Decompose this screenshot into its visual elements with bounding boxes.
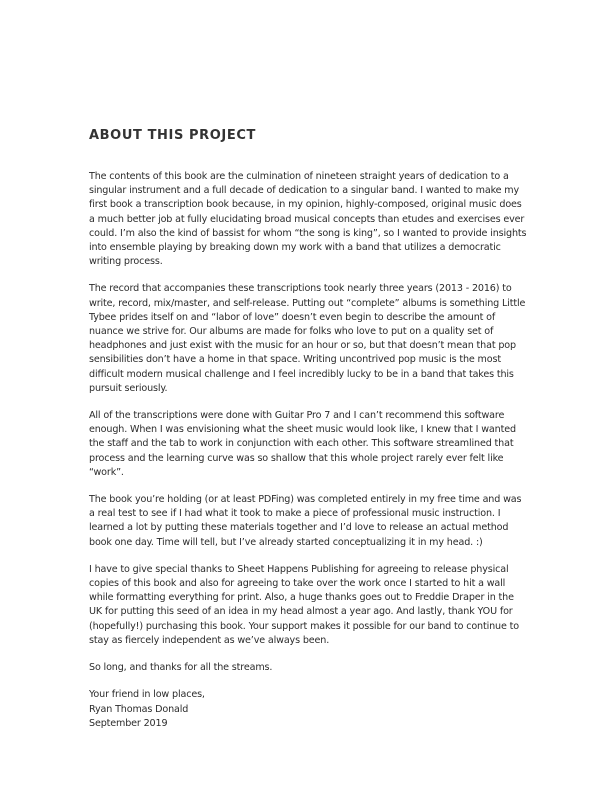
signoff-date: September 2019	[89, 717, 168, 729]
signoff-block	[89, 688, 529, 731]
paragraph-thanks: I have to give special thanks to Sheet Happens Publishing for agreeing to release physical copies of this book and also for agreeing to take over the work once I started to hit a wall while formatting everything for print. Also, a huge thanks goes out to Freddie Draper in the UK for putting this seed of an idea in my head almost a year ago. And lastly, thank YOU for (hopefully!) purchasing this book. Your support makes it possible for our band to continue to stay as fiercely independent as we’ve always been.	[89, 563, 519, 646]
page-title: ABOUT THIS PROJECT	[89, 128, 256, 143]
paragraph-software: All of the transcriptions were done with Guitar Pro 7 and I can’t recommend this software enough. When I was envisioning what the sheet music would look like, I knew that I wanted the staff and the tab to work in conjunction with each other. This software streamlined that process and the learning curve was so shallow that this whole project rarely ever felt like “work”.	[89, 410, 516, 478]
paragraph-free-time: The book you’re holding (or at least PDFing) was completed entirely in my free time and was a real test to see if I had what it took to make a piece of professional music instruction. I learned a lot by putting these materials together and I’d love to release an actual method book one day. Time will tell, but I’ve already started conceptualizing it in my head. :)	[89, 494, 522, 548]
paragraph-record: The record that accompanies these transcriptions took nearly three years (2013 - 2016) to write, record, mix/master, and self-release. Putting out “complete” albums is something Little Tybee prides itself on and “labor of love” doesn’t even begin to describe the amount of nuance we strive for. Our albums are made for folks who love to put on a quality set of headphones and just exist with the music for an hour or so, but that doesn’t mean that pop sensibilities don’t have a home in that space. Writing uncontrived pop music is the most difficult modern musical challenge and I feel incredibly lucky to be in a band that takes this pursuit seriously.	[89, 283, 526, 394]
paragraph-intro: The contents of this book are the culmination of nineteen straight years of dedication to a singular instrument and a full decade of dedication to a singular band. I wanted to make my first book a transcription book because, in my opinion, highly-composed, original music does a much better job at fully elucidating broad musical concepts than etudes and exercises ever could. I’m also the kind of bassist for whom “the song is king”, so I wanted to provide insights into ensemble playing by breaking down my work with a band that utilizes a democratic writing process.	[89, 171, 527, 268]
paragraph-farewell: So long, and thanks for all the streams.	[89, 662, 273, 674]
document-body	[89, 170, 529, 731]
signoff-closing: Your friend in low places,	[89, 689, 205, 701]
signoff-name: Ryan Thomas Donald	[89, 703, 189, 715]
